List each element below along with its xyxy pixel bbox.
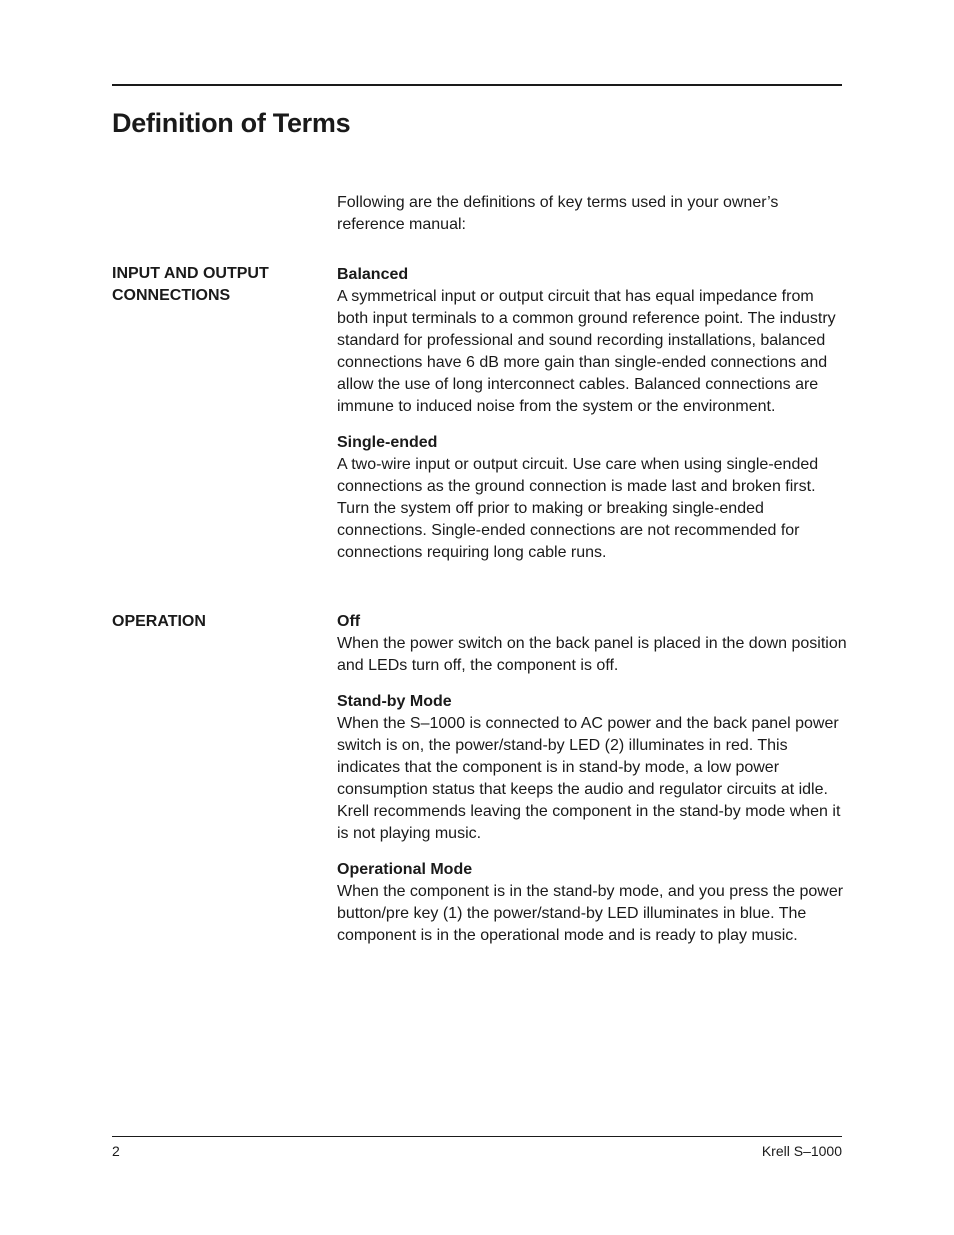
- term-off: [337, 611, 847, 677]
- term-name: Stand-by Mode: [337, 693, 452, 710]
- term-balanced: [337, 264, 847, 418]
- term-name: Single-ended: [337, 434, 438, 451]
- footer-product-name: Krell S–1000: [761, 1143, 842, 1159]
- term-definition: When the power switch on the back panel is placed in the down position and LEDs turn off, the component is off.: [337, 635, 847, 674]
- term-name: Operational Mode: [337, 861, 473, 878]
- section-body-connections: [337, 264, 847, 578]
- term-definition: A two-wire input or output circuit. Use care when using single-ended connections as the ground connection is made last and broken first. Turn the system off prior to making or breaking single-ended connections. Single-ended connections are not recommended for connections requiring long cable runs.: [337, 456, 819, 561]
- top-rule: [112, 84, 842, 86]
- term-definition: When the S–1000 is connected to AC power and the back panel power switch is on, the power/stand-by LED (2) illuminates in red. This indicates that the component is in stand-by mode, a low power consumption status that keeps the audio and regulator circuits at idle. Krell recommends leaving the component in the stand-by mode when it is not playing music.: [337, 715, 841, 842]
- term-single-ended: [337, 432, 847, 564]
- term-definition: When the component is in the stand-by mode, and you press the power button/pre key (1) the power/stand-by LED illuminates in blue. The component is in the operational mode and is ready to play music.: [337, 883, 844, 944]
- page-title: Definition of Terms: [112, 108, 351, 138]
- footer-rule: [112, 1136, 842, 1137]
- term-stand-by-mode: [337, 691, 847, 845]
- section-body-operation: [337, 611, 847, 961]
- section-label-connections: INPUT AND OUTPUT CONNECTIONS: [112, 265, 269, 304]
- term-name: Off: [337, 613, 361, 630]
- term-name: Balanced: [337, 266, 409, 283]
- term-definition: A symmetrical input or output circuit that has equal impedance from both input terminals to a common ground reference point. The industry standard for professional and sound recording installations, balanced connections have 6 dB more gain than single-ended connections and allow the use of long interconnect cables. Balanced connections are immune to induced noise from the system or the environment.: [337, 288, 836, 415]
- page-number: 2: [112, 1143, 120, 1159]
- term-operational-mode: [337, 859, 847, 947]
- intro-paragraph: Following are the definitions of key terms used in your owner’s reference manual:: [337, 194, 779, 233]
- section-label-operation: OPERATION: [112, 613, 206, 630]
